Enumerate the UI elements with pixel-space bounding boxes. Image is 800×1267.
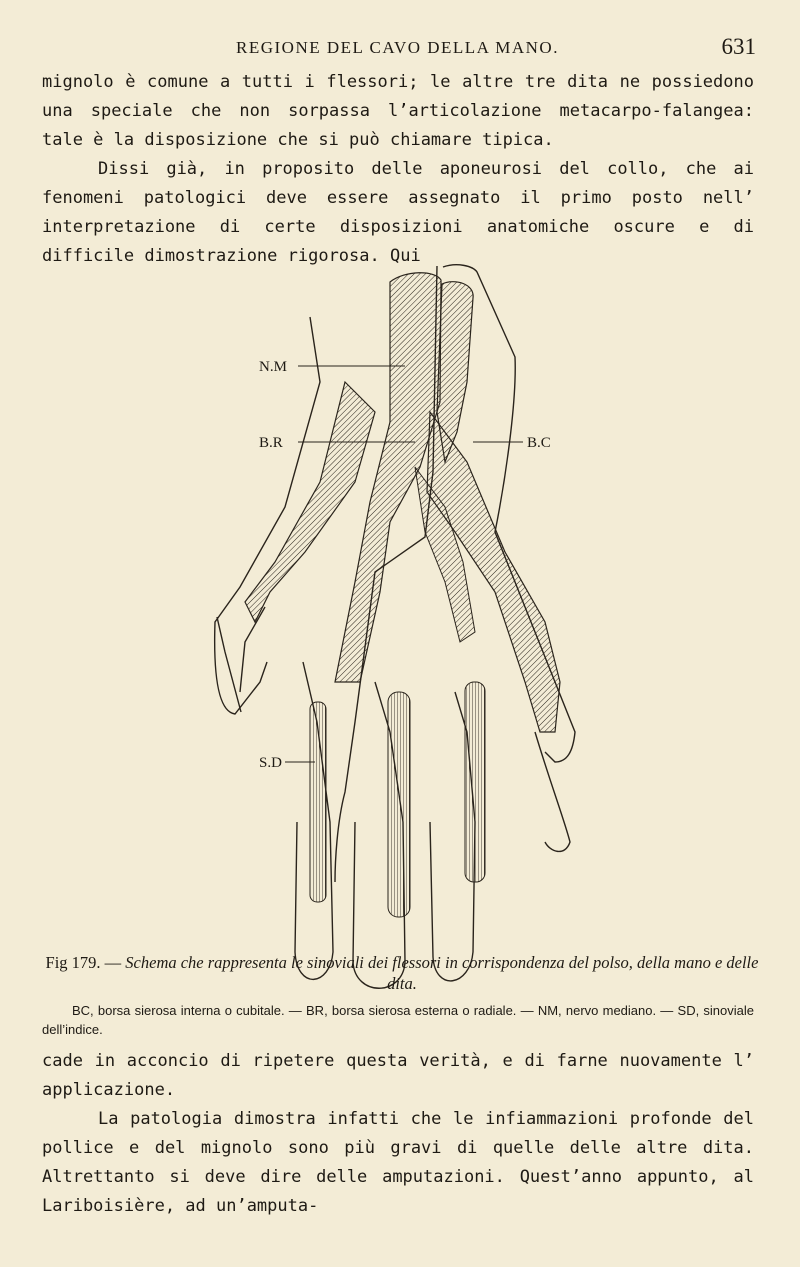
figure-legend: BC, borsa sierosa interna o cubitale. — BR, borsa sierosa esterna o radiale. — NM, nervo mediano. — SD, sinoviale dell’indice. [42, 1003, 754, 1037]
label-bc: B.C [527, 435, 551, 451]
label-nm: N.M [259, 359, 287, 375]
page-number: 631 [721, 34, 756, 59]
paragraph: mignolo è comune a tutti i flessori; le altre tre dita ne possiedono una speciale che non sorpassa l’articolazione metacarpo-falangea: tale è la disposizione che si può chiamare tipica. [42, 72, 754, 150]
running-title: REGIONE DEL CAVO DELLA MANO. [236, 38, 559, 57]
paragraph: cade in acconcio di ripetere questa verità, e di farne nuovamente l’ applicazione. [42, 1051, 754, 1100]
paragraph: Dissi già, in proposito delle aponeurosi del collo, che ai fenomeni patologici deve essere assegnato il primo posto nell’ interpretazione di certe disposizioni anatomiche oscure e di difficile dimostrazione rigorosa. Qui [42, 159, 754, 266]
figure-title: Schema che rappresenta le sinoviali dei flessori in corrispondenza del polso, della mano e delle dita. [125, 953, 759, 993]
index-sheath [310, 702, 326, 902]
label-sd: S.D [259, 755, 282, 771]
hand-synovial-diagram [205, 262, 595, 997]
ring-finger-sheath [465, 682, 485, 882]
label-br: B.R [259, 435, 283, 451]
body-text-bottom [42, 1047, 754, 1221]
page-header [0, 34, 800, 68]
body-text-top [42, 68, 754, 271]
paragraph: La patologia dimostra infatti che le infiammazioni profonde del pollice e del mignolo sono più gravi di quelle delle altre dita. Altrettanto si deve dire delle amputazioni. Quest’anno appunto, al Lariboisière, ad un’amputa- [42, 1109, 754, 1216]
anatomical-schema-svg [205, 262, 595, 997]
figure-number: Fig 179. — [45, 953, 122, 972]
middle-sheath [388, 692, 410, 917]
figure-caption [42, 952, 762, 994]
